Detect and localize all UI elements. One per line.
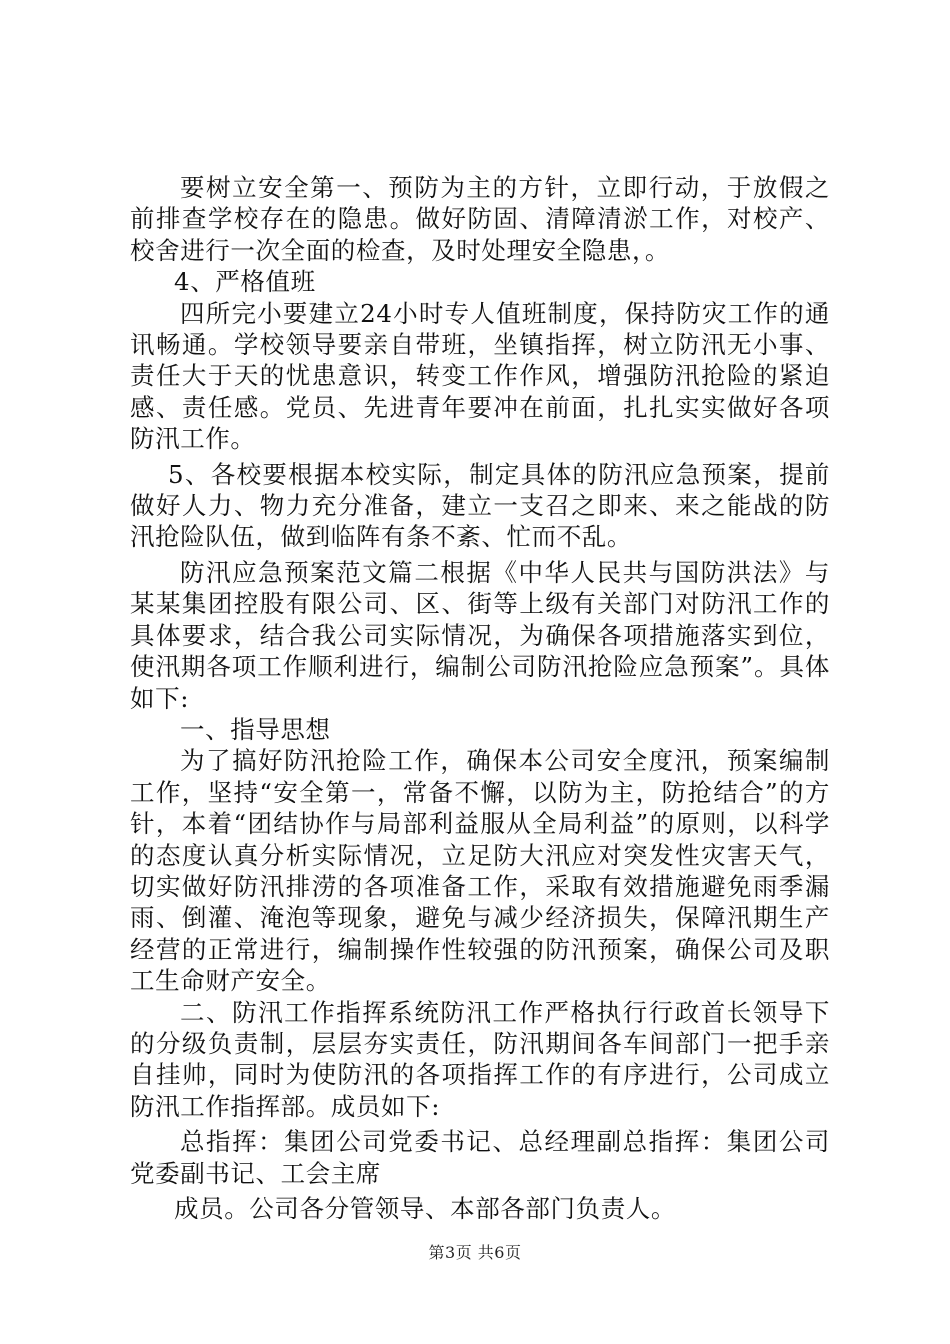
paragraph-duty-system: 四所完小要建立24小时专人值班制度，保持防灾工作的通讯畅通。学校领导要亲自带班，坐镇指挥，树立防汛无小事、责任大于天的忧患意识，转变工作作风，增强防汛抢险的紧迫感、责任感。党员、先进青年要冲在前面，扎扎实实做好各项防汛工作。 bbox=[130, 298, 830, 454]
paragraph-members: 成员。公司各分管领导、本部各部门负责人。 bbox=[174, 1194, 676, 1223]
paragraph-plan-two-intro: 防汛应急预案范文篇二根据《中华人民共与国防洪法》与某某集团控股有限公司、区、街等上级有关部门对防汛工作的具体要求，结合我公司实际情况，为确保各项措施落实到位，使汛期各项工作顺利进行，编制公司防汛抢险应急预案”。具体如下: bbox=[130, 557, 830, 713]
paragraph-school-plans: 5、各校要根据本校实际，制定具体的防汛应急预案，提前做好人力、物力充分准备，建立一支召之即来、来之能战的防汛抢险队伍，做到临阵有条不紊、忙而不乱。 bbox=[130, 459, 830, 552]
heading-strict-duty: 4、严格值班 bbox=[174, 267, 316, 297]
paragraph-guiding-thought: 为了搞好防汛抢险工作，确保本公司安全度汛，预案编制工作，坚持“安全第一，常备不懈，以防为主，防抢结合”的方针，本着“团结协作与局部利益服从全局利益”的原则，以科学的态度认真分析实际情况，立足防大汛应对突发性灾害天气，切实做好防汛排涝的各项准备工作，采取有效措施避免雨季漏雨、倒灌、淹泡等现象，避免与减少经济损失，保障汛期生产经营的正常进行，编制操作性较强的防汛预案，确保公司及职工生命财产安全。 bbox=[130, 746, 830, 996]
document-body bbox=[130, 172, 830, 1224]
heading-guiding-thought: 一、指导思想 bbox=[180, 714, 331, 744]
paragraph-command-system: 二、防汛工作指挥系统防汛工作严格执行行政首长领导下的分级负责制，层层夯实责任，防汛期间各车间部门一把手亲自挂帅，同时为使防汛的各项指挥工作的有序进行，公司成立防汛工作指挥部。成员如下: bbox=[130, 997, 830, 1121]
paragraph-safety-first: 要树立安全第一、预防为主的方针，立即行动，于放假之前排查学校存在的隐患。做好防固、清障清淤工作，对校产、校舍进行一次全面的检查，及时处理安全隐患，。 bbox=[130, 173, 830, 265]
paragraph-commander: 总指挥：集团公司党委书记、总经理副总指挥：集团公司党委副书记、工会主席 bbox=[130, 1127, 830, 1188]
page-number-footer: 第3页 共6页 bbox=[428, 1243, 522, 1262]
